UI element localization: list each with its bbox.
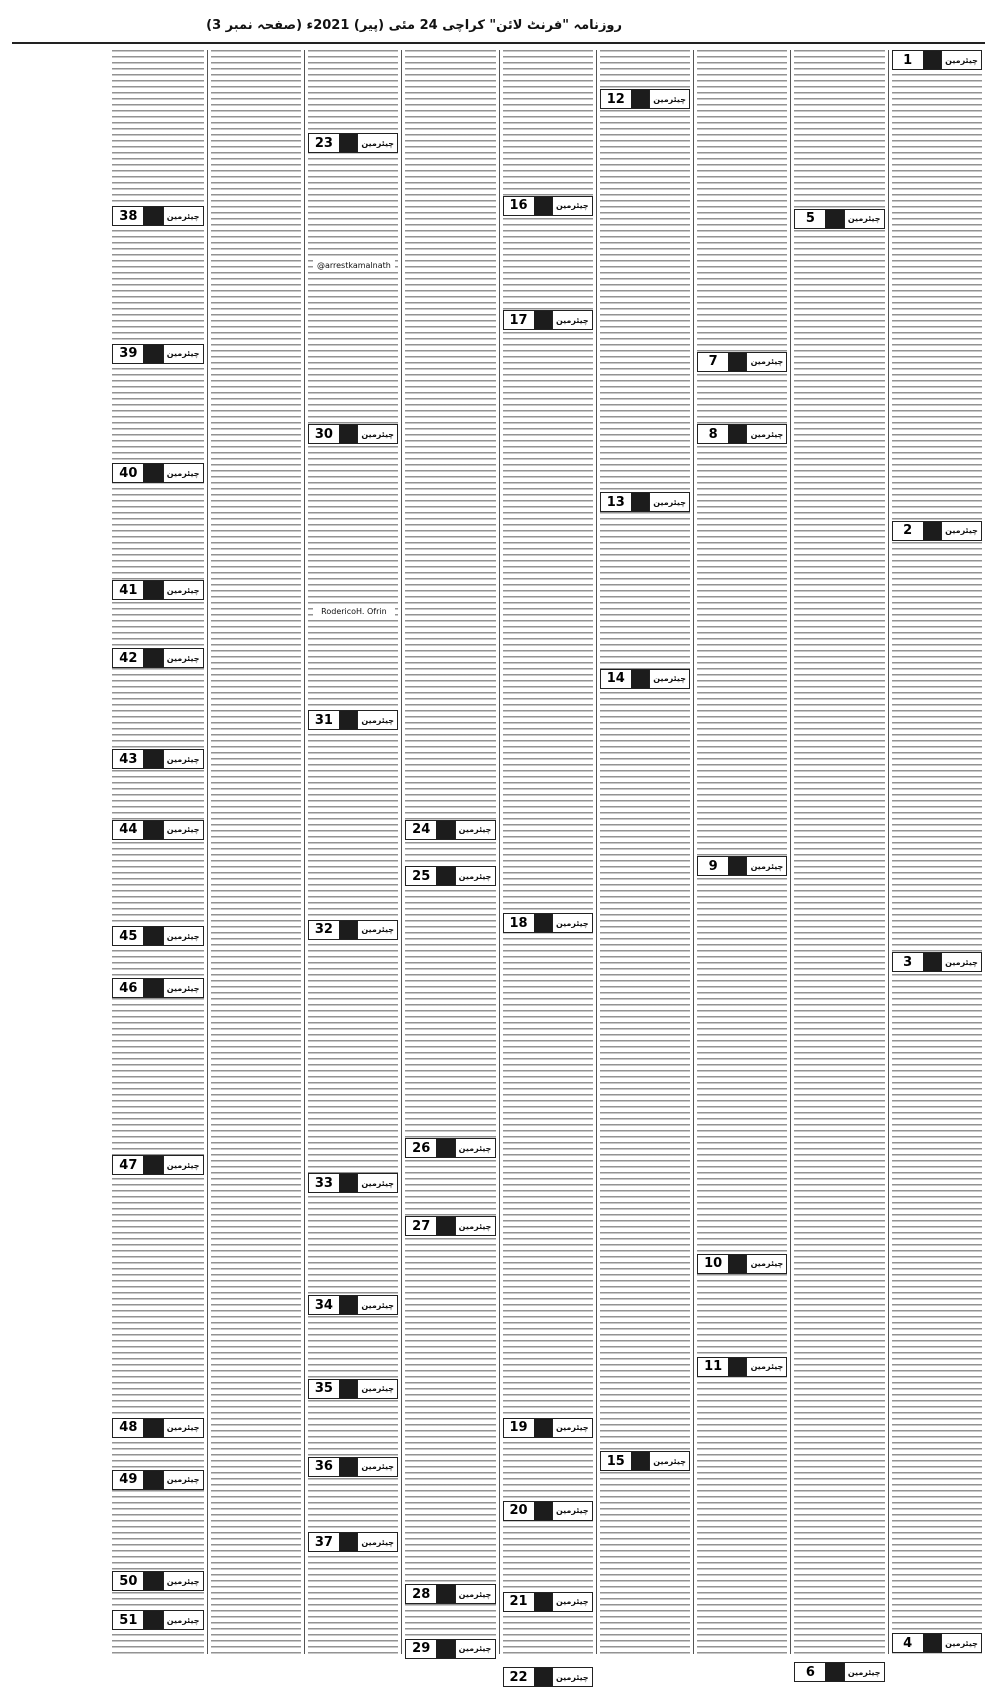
question-bar	[339, 134, 357, 152]
question-bar	[631, 670, 649, 688]
question-header	[308, 920, 398, 940]
question-header	[112, 820, 203, 840]
question-header	[503, 1592, 593, 1612]
question-number: 13	[601, 493, 631, 511]
question-header	[794, 1662, 884, 1682]
question-number: 19	[504, 1419, 534, 1437]
question-label: چیئرمین	[163, 464, 203, 482]
question-label: چیئرمین	[357, 921, 397, 939]
question-header	[697, 856, 787, 876]
question-number: 11	[698, 1358, 728, 1376]
question-number: 16	[504, 197, 534, 215]
question-bar	[143, 750, 162, 768]
question-header	[405, 1639, 495, 1659]
question-label: چیئرمین	[649, 493, 689, 511]
question-bar	[534, 197, 552, 215]
question-label: چیئرمین	[746, 1358, 786, 1376]
question-header	[308, 1173, 398, 1193]
question-header	[112, 463, 203, 483]
question-number: 26	[406, 1139, 436, 1157]
question-label: چیئرمین	[163, 979, 203, 997]
question-bar	[436, 821, 454, 839]
question-number: 12	[601, 90, 631, 108]
question-number: 38	[113, 207, 143, 225]
question-header	[697, 1254, 787, 1274]
question-bar	[728, 425, 746, 443]
question-label: چیئرمین	[163, 581, 203, 599]
question-number: 22	[504, 1668, 534, 1686]
question-number: 34	[309, 1296, 339, 1314]
question-header	[308, 1457, 398, 1477]
column-body-text	[308, 50, 398, 1654]
question-number: 47	[113, 1156, 143, 1174]
question-number: 8	[698, 425, 728, 443]
question-label: چیئرمین	[552, 1668, 592, 1686]
question-label: چیئرمین	[649, 670, 689, 688]
text-column	[790, 50, 887, 1680]
question-bar	[339, 1296, 357, 1314]
question-bar	[728, 1255, 746, 1273]
question-header	[503, 1501, 593, 1521]
question-number: 39	[113, 345, 143, 363]
question-bar	[143, 1572, 162, 1590]
question-bar	[143, 927, 162, 945]
text-column	[207, 50, 304, 1654]
question-bar	[143, 1156, 162, 1174]
column-body-text	[600, 50, 690, 1654]
question-header	[503, 196, 593, 216]
question-header	[308, 1379, 398, 1399]
question-bar	[534, 1668, 552, 1686]
question-label: چیئرمین	[552, 1593, 592, 1611]
question-label: چیئرمین	[455, 867, 495, 885]
question-label: چیئرمین	[163, 1156, 203, 1174]
question-number: 33	[309, 1174, 339, 1192]
question-number: 14	[601, 670, 631, 688]
question-number: 35	[309, 1380, 339, 1398]
question-bar	[143, 979, 162, 997]
question-label: چیئرمین	[163, 927, 203, 945]
question-number: 49	[113, 1471, 143, 1489]
inline-name: RodericoH. Ofrin	[313, 606, 395, 618]
question-bar	[825, 210, 843, 228]
question-number: 24	[406, 821, 436, 839]
question-header	[600, 1451, 690, 1471]
question-header	[600, 669, 690, 689]
question-number: 10	[698, 1255, 728, 1273]
question-label: چیئرمین	[746, 425, 786, 443]
question-number: 30	[309, 425, 339, 443]
question-bar	[143, 345, 162, 363]
question-label: چیئرمین	[552, 311, 592, 329]
question-label: چیئرمین	[163, 750, 203, 768]
question-bar	[436, 1139, 454, 1157]
question-bar	[436, 1585, 454, 1603]
question-header	[697, 1357, 787, 1377]
question-number: 45	[113, 927, 143, 945]
newspaper-page	[12, 8, 985, 1685]
question-header	[112, 344, 203, 364]
question-label: چیئرمین	[649, 1452, 689, 1470]
question-label: چیئرمین	[941, 1634, 981, 1652]
question-bar	[631, 493, 649, 511]
question-number: 6	[795, 1663, 825, 1681]
question-bar	[923, 522, 941, 540]
question-header	[697, 424, 787, 444]
question-label: چیئرمین	[357, 1458, 397, 1476]
question-label: چیئرمین	[844, 1663, 884, 1681]
question-bar	[923, 1634, 941, 1652]
question-number: 27	[406, 1217, 436, 1235]
question-number: 36	[309, 1458, 339, 1476]
question-number: 40	[113, 464, 143, 482]
question-label: چیئرمین	[455, 821, 495, 839]
question-bar	[923, 953, 941, 971]
question-number: 37	[309, 1533, 339, 1551]
masthead	[12, 8, 985, 44]
question-bar	[923, 51, 941, 69]
text-column	[499, 50, 596, 1685]
question-bar	[728, 857, 746, 875]
question-header	[405, 820, 495, 840]
masthead-title: روزنامہ "فرنٹ لائن" کراچی 24 مئی (پیر) 2021ء (صفحہ نمبر 3)	[206, 18, 622, 33]
question-header	[503, 310, 593, 330]
question-header	[892, 1633, 982, 1653]
question-bar	[339, 711, 357, 729]
question-number: 1	[893, 51, 923, 69]
question-number: 32	[309, 921, 339, 939]
column-body-text	[503, 50, 593, 1654]
question-bar	[143, 649, 162, 667]
text-column	[596, 50, 693, 1654]
question-header	[308, 710, 398, 730]
question-header	[503, 1418, 593, 1438]
question-header	[503, 913, 593, 933]
question-header	[794, 209, 884, 229]
question-number: 43	[113, 750, 143, 768]
question-bar	[339, 1458, 357, 1476]
question-number: 42	[113, 649, 143, 667]
text-column	[109, 50, 206, 1654]
question-header	[600, 89, 690, 109]
question-header	[112, 1470, 203, 1490]
text-column	[304, 50, 401, 1654]
question-bar	[143, 207, 162, 225]
question-label: چیئرمین	[455, 1585, 495, 1603]
question-header	[308, 424, 398, 444]
column-body-text	[112, 50, 203, 1654]
question-bar	[143, 1419, 162, 1437]
question-header	[112, 1155, 203, 1175]
question-header	[600, 492, 690, 512]
question-label: چیئرمین	[746, 1255, 786, 1273]
question-header	[112, 926, 203, 946]
question-label: چیئرمین	[163, 1572, 203, 1590]
question-number: 21	[504, 1593, 534, 1611]
question-bar	[825, 1663, 843, 1681]
question-label: چیئرمین	[649, 90, 689, 108]
question-label: چیئرمین	[163, 1611, 203, 1629]
question-label: چیئرمین	[552, 1419, 592, 1437]
question-bar	[631, 90, 649, 108]
question-number: 9	[698, 857, 728, 875]
question-label: چیئرمین	[941, 953, 981, 971]
question-label: چیئرمین	[163, 1471, 203, 1489]
question-number: 15	[601, 1452, 631, 1470]
question-bar	[534, 1593, 552, 1611]
question-header	[892, 521, 982, 541]
question-label: چیئرمین	[455, 1139, 495, 1157]
question-bar	[631, 1452, 649, 1470]
question-bar	[143, 1471, 162, 1489]
question-label: چیئرمین	[357, 1380, 397, 1398]
question-bar	[534, 1419, 552, 1437]
question-label: چیئرمین	[163, 649, 203, 667]
question-label: چیئرمین	[357, 1533, 397, 1551]
question-header	[112, 1571, 203, 1591]
question-header	[308, 1532, 398, 1552]
question-label: چیئرمین	[357, 425, 397, 443]
question-label: چیئرمین	[941, 522, 981, 540]
question-header	[112, 749, 203, 769]
question-header	[892, 952, 982, 972]
question-header	[405, 1584, 495, 1604]
question-header	[308, 133, 398, 153]
question-label: چیئرمین	[163, 1419, 203, 1437]
question-bar	[436, 1640, 454, 1658]
column-body-text	[211, 50, 301, 1654]
question-bar	[436, 1217, 454, 1235]
question-bar	[143, 581, 162, 599]
question-number: 17	[504, 311, 534, 329]
question-label: چیئرمین	[163, 345, 203, 363]
question-bar	[339, 1533, 357, 1551]
question-number: 7	[698, 353, 728, 371]
inline-name: @arrestkamalnath	[313, 260, 395, 272]
question-label: چیئرمین	[357, 711, 397, 729]
question-header	[503, 1667, 593, 1687]
text-column	[401, 50, 498, 1657]
question-header	[892, 50, 982, 70]
question-header	[112, 648, 203, 668]
question-bar	[143, 464, 162, 482]
question-header	[112, 1610, 203, 1630]
question-bar	[534, 311, 552, 329]
column-body-text	[794, 50, 884, 1654]
question-bar	[339, 1174, 357, 1192]
column-body-text	[405, 50, 495, 1654]
question-number: 28	[406, 1585, 436, 1603]
question-label: چیئرمین	[455, 1217, 495, 1235]
question-bar	[339, 425, 357, 443]
question-bar	[143, 821, 162, 839]
question-bar	[436, 867, 454, 885]
question-number: 5	[795, 210, 825, 228]
question-label: چیئرمین	[552, 914, 592, 932]
question-header	[405, 1216, 495, 1236]
columns	[12, 50, 985, 1685]
question-number: 2	[893, 522, 923, 540]
question-label: چیئرمین	[163, 207, 203, 225]
text-column	[888, 50, 985, 1654]
question-number: 46	[113, 979, 143, 997]
question-number: 51	[113, 1611, 143, 1629]
question-bar	[728, 1358, 746, 1376]
question-header	[697, 352, 787, 372]
question-bar	[534, 914, 552, 932]
question-number: 3	[893, 953, 923, 971]
question-number: 25	[406, 867, 436, 885]
question-bar	[339, 921, 357, 939]
question-label: چیئرمین	[552, 197, 592, 215]
question-number: 18	[504, 914, 534, 932]
column-body-text	[697, 50, 787, 1654]
text-column	[693, 50, 790, 1654]
question-label: چیئرمین	[941, 51, 981, 69]
question-label: چیئرمین	[455, 1640, 495, 1658]
question-label: چیئرمین	[357, 1174, 397, 1192]
column-body-text	[892, 50, 982, 1654]
question-number: 31	[309, 711, 339, 729]
question-number: 48	[113, 1419, 143, 1437]
question-label: چیئرمین	[844, 210, 884, 228]
question-number: 20	[504, 1502, 534, 1520]
question-number: 23	[309, 134, 339, 152]
question-header	[405, 1138, 495, 1158]
question-header	[112, 1418, 203, 1438]
question-label: چیئرمین	[552, 1502, 592, 1520]
question-label: چیئرمین	[357, 1296, 397, 1314]
question-number: 29	[406, 1640, 436, 1658]
question-number: 41	[113, 581, 143, 599]
question-header	[405, 866, 495, 886]
question-bar	[534, 1502, 552, 1520]
question-header	[308, 1295, 398, 1315]
question-number: 44	[113, 821, 143, 839]
question-label: چیئرمین	[163, 821, 203, 839]
question-label: چیئرمین	[746, 857, 786, 875]
question-label: چیئرمین	[746, 353, 786, 371]
question-header	[112, 206, 203, 226]
question-number: 50	[113, 1572, 143, 1590]
question-bar	[339, 1380, 357, 1398]
question-header	[112, 978, 203, 998]
question-label: چیئرمین	[357, 134, 397, 152]
question-header	[112, 580, 203, 600]
question-number: 4	[893, 1634, 923, 1652]
question-bar	[143, 1611, 162, 1629]
question-bar	[728, 353, 746, 371]
